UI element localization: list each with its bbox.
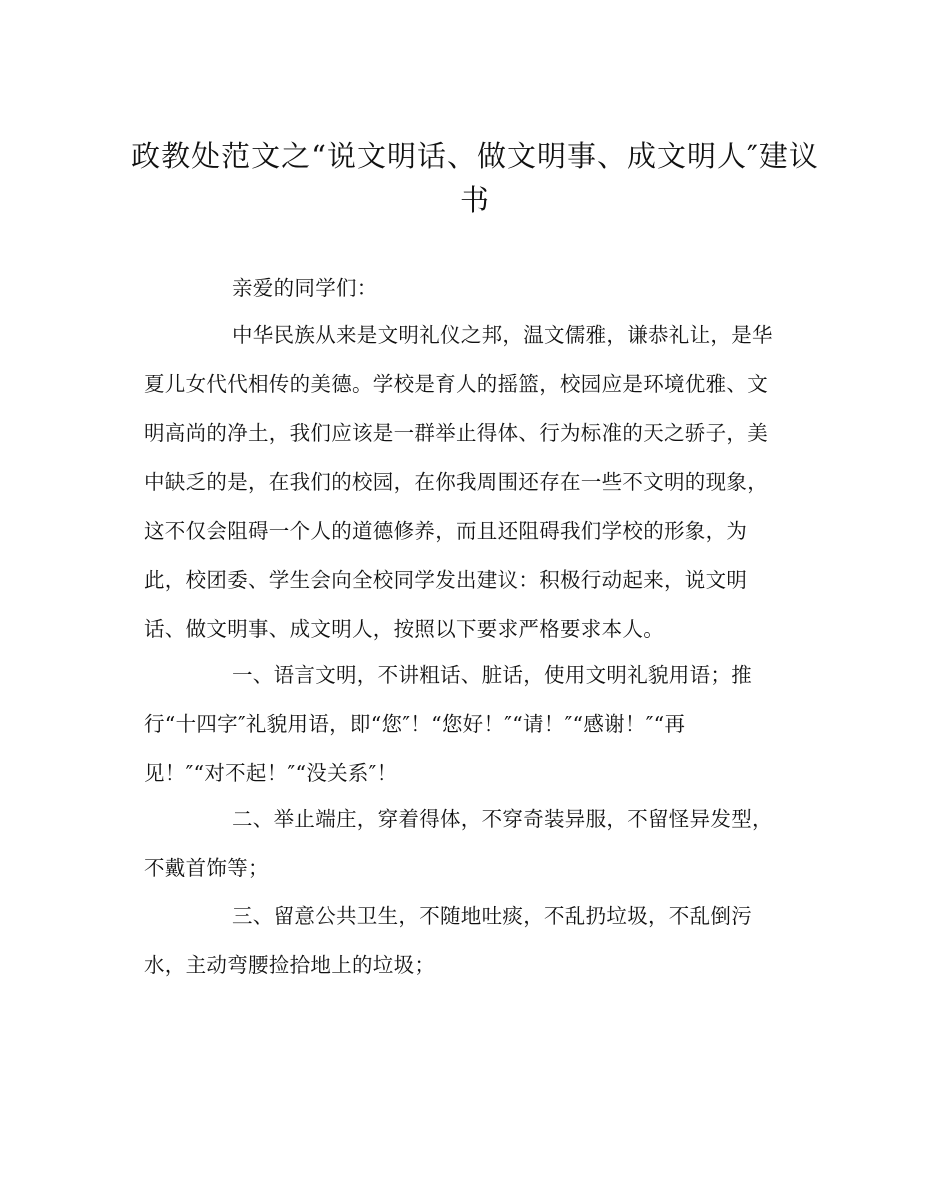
item-3-line: 水，主动弯腰捡拾地上的垃圾； — [144, 953, 436, 977]
salutation-text: 亲爱的同学们： — [232, 276, 378, 300]
intro-line: 中华民族从来是文明礼仪之邦，温文儒雅，谦恭礼让，是华 — [232, 323, 773, 347]
item-2-paragraph — [144, 795, 804, 893]
intro-line: 夏儿女代代相传的美德。学校是育人的摇篮，校园应是环境优雅、文 — [144, 372, 768, 396]
intro-line: 中缺乏的是，在我们的校园，在你我周围还存在一些不文明的现象， — [144, 470, 768, 494]
item-1-paragraph — [144, 651, 804, 798]
document-title-line-1: 政教处范文之“说文明话、做文明事、成文明人″建议 — [131, 139, 819, 173]
intro-line: 明高尚的净土，我们应该是一群举止得体、行为标准的天之骄子，美 — [144, 421, 768, 445]
intro-line: 话、做文明事、成文明人，按照以下要求严格要求本人。 — [144, 617, 664, 641]
item-1-line: 一、语言文明，不讲粗话、脏话，使用文明礼貌用语；推 — [232, 663, 752, 687]
item-1-line: 行“十四字″礼貌用语，即“您″！“您好！″“请！″“感谢！″“再 — [144, 712, 686, 736]
salutation-paragraph — [144, 264, 804, 313]
intro-line: 这不仅会阻碍一个人的道德修养，而且还阻碍我们学校的形象，为 — [144, 519, 748, 543]
item-2-line: 二、举止端庄，穿着得体，不穿奇装异服，不留怪异发型， — [232, 807, 773, 831]
intro-paragraph — [144, 311, 804, 654]
document-title-line-2: 书 — [459, 183, 490, 217]
item-1-line: 见！″“对不起！″“没关系″！ — [144, 761, 398, 785]
item-2-line: 不戴首饰等； — [144, 856, 269, 880]
item-3-paragraph — [144, 892, 804, 990]
intro-line: 此，校团委、学生会向全校同学发出建议：积极行动起来，说文明 — [144, 568, 748, 592]
item-3-line: 三、留意公共卫生，不随地吐痰，不乱扔垃圾，不乱倒污 — [232, 904, 752, 928]
